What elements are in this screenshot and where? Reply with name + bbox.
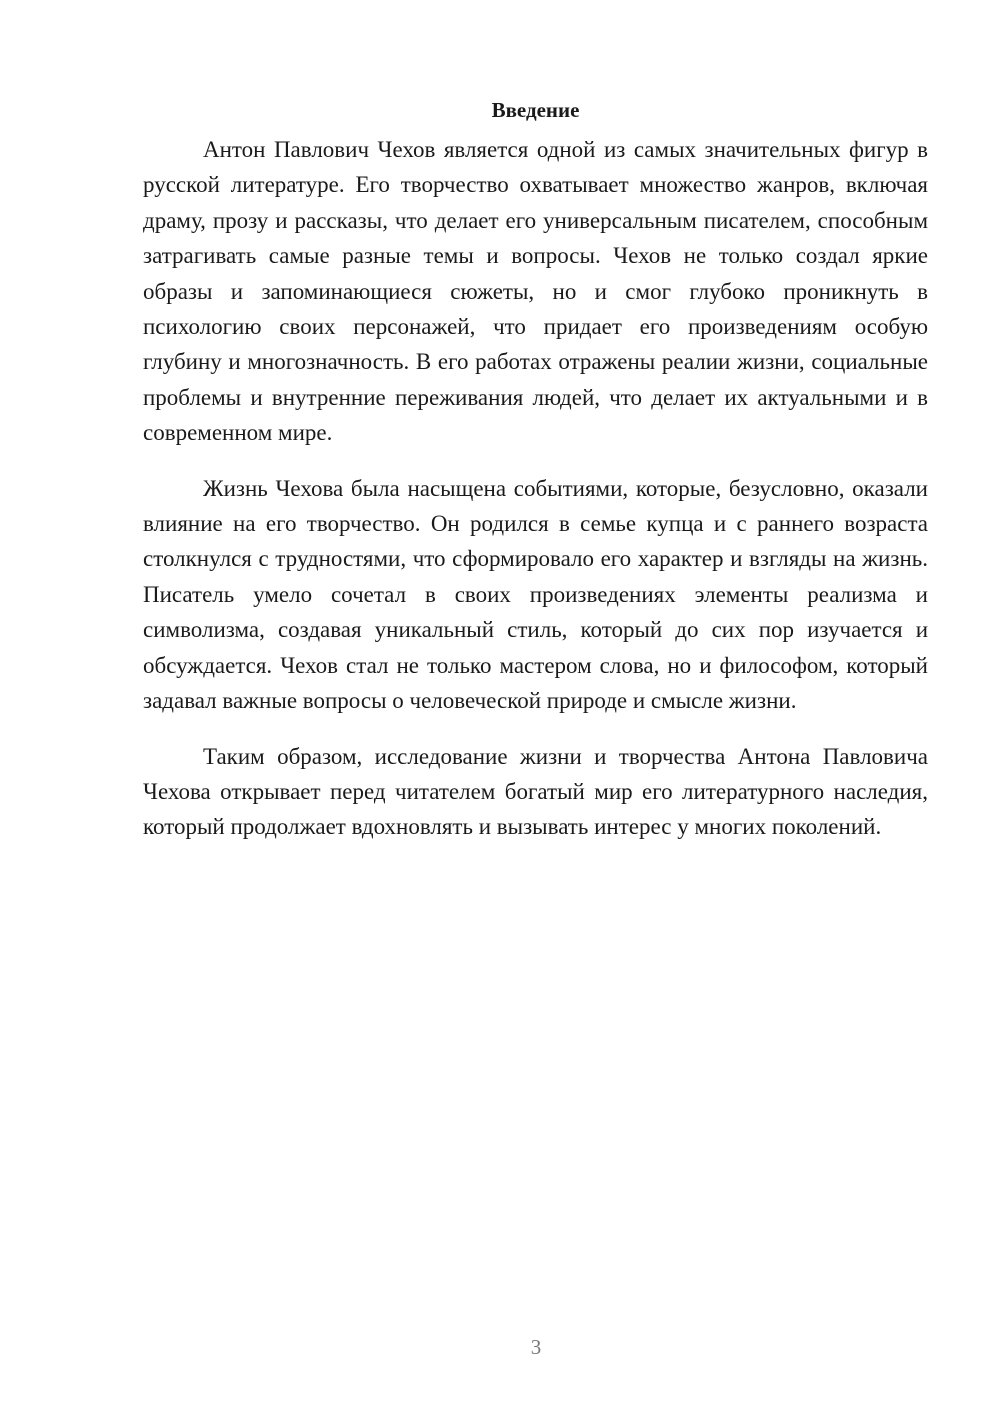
page-number: 3 <box>530 1335 542 1359</box>
paragraph-2: Жизнь Чехова была насыщена событиями, которые, безусловно, оказали влияние на его творчество. Он родился в семье купца и с раннего возраста столкнулся с трудностями, что сформировало его характер и взгляды на жизнь. Писатель умело сочетал в своих произведениях элементы реализма и символизма, создавая уникальный стиль, который до сих пор изучается и обсуждается. Чехов стал не только мастером слова, но и философом, который задавал важные вопросы о человеческой природе и смысле жизни. <box>143 475 928 714</box>
paragraph-3: Таким образом, исследование жизни и творчества Антона Павловича Чехова открывает перед читателем богатый мир его литературного наследия, который продолжает вдохновлять и вызывать интерес у многих поколений. <box>143 743 928 840</box>
paragraph-1: Антон Павлович Чехов является одной из самых значительных фигур в русской литературе. Его творчество охватывает множество жанров, включая драму, прозу и рассказы, что делает его универсальным писателем, способным затрагивать самые разные темы и вопросы. Чехов не только создал яркие образы и запоминающиеся сюжеты, но и смог глубоко проникнуть в психологию своих персонажей, что придает его произведениям особую глубину и многозначность. В его работах отражены реалии жизни, социальные проблемы и внутренние переживания людей, что делает их актуальными и в современном мире. <box>143 137 928 446</box>
section-title: Введение <box>491 98 580 122</box>
document-body <box>143 92 928 865</box>
